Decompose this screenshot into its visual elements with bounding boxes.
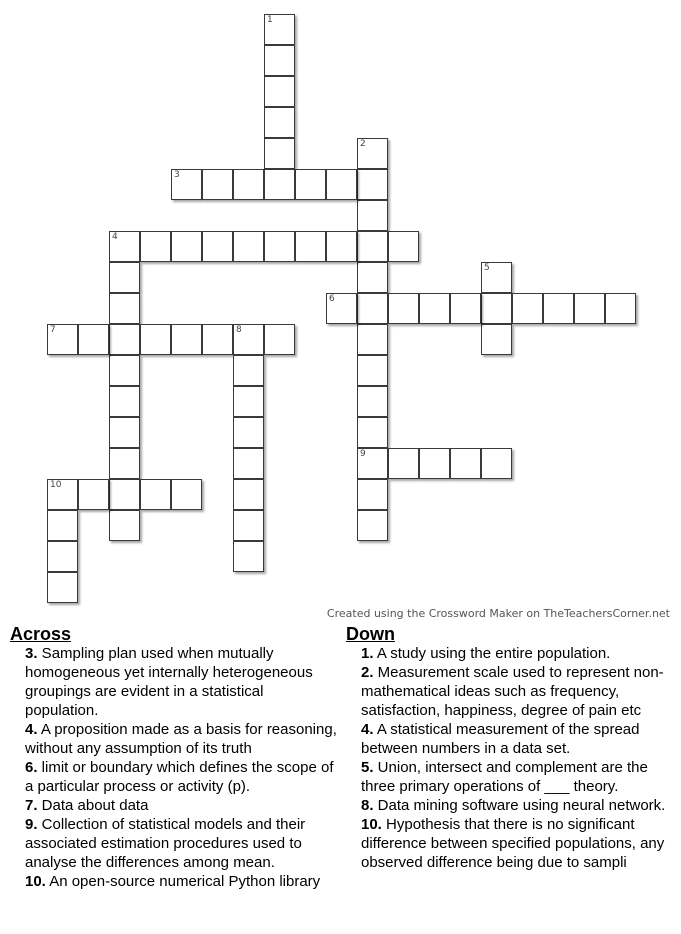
grid-cell[interactable] — [233, 448, 264, 479]
down-clues — [346, 624, 676, 872]
clue-text: limit or boundary which defines the scope of a particular process or activity (p). — [25, 759, 334, 795]
grid-cell[interactable] — [171, 169, 202, 200]
grid-cell[interactable] — [357, 355, 388, 386]
clue-number: 3. — [25, 645, 38, 662]
grid-cell[interactable] — [109, 231, 140, 262]
grid-cell[interactable] — [357, 138, 388, 169]
grid-cell[interactable] — [78, 324, 109, 355]
grid-cell[interactable] — [109, 293, 140, 324]
grid-cell[interactable] — [481, 448, 512, 479]
grid-cell[interactable] — [481, 293, 512, 324]
grid-cell[interactable] — [109, 355, 140, 386]
cell-number: 4 — [112, 232, 118, 242]
clue-text: Data about data — [37, 797, 149, 814]
grid-cell[interactable] — [202, 324, 233, 355]
grid-cell[interactable] — [109, 324, 140, 355]
clue-text: Hypothesis that there is no significant difference between specified populations, any observed difference being due to sampli — [361, 816, 665, 871]
grid-cell[interactable] — [233, 479, 264, 510]
grid-cell[interactable] — [357, 262, 388, 293]
grid-cell[interactable] — [264, 107, 295, 138]
grid-cell[interactable] — [109, 262, 140, 293]
grid-cell[interactable] — [47, 324, 78, 355]
grid-cell[interactable] — [388, 231, 419, 262]
grid-cell[interactable] — [605, 293, 636, 324]
cell-number: 10 — [50, 480, 62, 490]
clue-number: 2. — [361, 664, 374, 681]
grid-cell[interactable] — [295, 169, 326, 200]
grid-cell[interactable] — [47, 479, 78, 510]
clue-text: Collection of statistical models and their associated estimation procedures used to analyse the differences among mean. — [25, 816, 306, 871]
clue-text: Union, intersect and complement are the three primary operations of ___ theory. — [361, 759, 648, 795]
clue-text: Sampling plan used when mutually homogeneous yet internally heterogeneous groupings are evident in a statistical population. — [25, 645, 313, 719]
grid-cell[interactable] — [264, 76, 295, 107]
clue-number: 10. — [25, 873, 46, 890]
cell-number: 7 — [50, 325, 56, 335]
grid-cell[interactable] — [357, 448, 388, 479]
grid-cell[interactable] — [357, 324, 388, 355]
across-clue — [10, 872, 340, 891]
grid-cell[interactable] — [264, 14, 295, 45]
down-clue — [346, 644, 676, 663]
cell-number: 9 — [360, 449, 366, 459]
grid-cell[interactable] — [171, 324, 202, 355]
grid-cell[interactable] — [512, 293, 543, 324]
down-clue — [346, 663, 676, 720]
grid-cell[interactable] — [388, 448, 419, 479]
grid-cell[interactable] — [233, 231, 264, 262]
cell-number: 1 — [267, 15, 273, 25]
clue-number: 4. — [25, 721, 38, 738]
clue-text: A statistical measurement of the spread between numbers in a data set. — [361, 721, 640, 757]
grid-cell[interactable] — [326, 169, 357, 200]
clue-number: 9. — [25, 816, 38, 833]
across-clue — [10, 815, 340, 872]
grid-cell[interactable] — [47, 572, 78, 603]
clue-text: Measurement scale used to represent non-mathematical ideas such as frequency, satisfaction, happiness, degree of pain etc — [361, 664, 664, 719]
grid-cell[interactable] — [47, 541, 78, 572]
grid-cell[interactable] — [47, 510, 78, 541]
cell-number: 8 — [236, 325, 242, 335]
clue-text: An open-source numerical Python library — [45, 873, 321, 890]
grid-cell[interactable] — [357, 479, 388, 510]
grid-cell[interactable] — [326, 231, 357, 262]
down-heading: Down — [346, 624, 395, 644]
grid-cell[interactable] — [109, 448, 140, 479]
across-clue — [10, 720, 340, 758]
grid-cell[interactable] — [109, 479, 140, 510]
down-clue-list — [346, 644, 676, 872]
grid-cell[interactable] — [109, 417, 140, 448]
grid-cell[interactable] — [264, 138, 295, 169]
grid-cell[interactable] — [357, 200, 388, 231]
grid-cell[interactable] — [233, 324, 264, 355]
down-clue — [346, 758, 676, 796]
grid-cell[interactable] — [233, 541, 264, 572]
grid-cell[interactable] — [264, 231, 295, 262]
down-clue — [346, 720, 676, 758]
clue-number: 1. — [361, 645, 374, 662]
cell-number: 3 — [174, 170, 180, 180]
grid-cell[interactable] — [357, 417, 388, 448]
grid-cell[interactable] — [326, 293, 357, 324]
grid-cell[interactable] — [357, 169, 388, 200]
across-clues — [10, 624, 340, 891]
grid-cell[interactable] — [481, 324, 512, 355]
cell-number: 5 — [484, 263, 490, 273]
grid-cell[interactable] — [543, 293, 574, 324]
across-clue — [10, 758, 340, 796]
grid-cell[interactable] — [233, 510, 264, 541]
grid-cell[interactable] — [264, 169, 295, 200]
down-clue — [346, 796, 676, 815]
grid-cell[interactable] — [233, 417, 264, 448]
clue-number: 8. — [361, 797, 374, 814]
grid-cell[interactable] — [264, 324, 295, 355]
credit-text: Created using the Crossword Maker on TheTeachersCorner.net — [326, 607, 670, 620]
clue-text: Data mining software using neural network. — [373, 797, 666, 814]
across-heading: Across — [10, 624, 72, 644]
grid-cell[interactable] — [574, 293, 605, 324]
grid-cell[interactable] — [78, 479, 109, 510]
grid-cell[interactable] — [140, 324, 171, 355]
clue-number: 6. — [25, 759, 38, 776]
cell-number: 2 — [360, 139, 366, 149]
grid-cell[interactable] — [233, 355, 264, 386]
clue-text: A study using the entire population. — [373, 645, 611, 662]
grid-cell[interactable] — [357, 386, 388, 417]
grid-cell[interactable] — [357, 510, 388, 541]
grid-cell[interactable] — [171, 231, 202, 262]
grid-cell[interactable] — [140, 479, 171, 510]
grid-cell[interactable] — [233, 386, 264, 417]
clue-number: 7. — [25, 797, 38, 814]
clue-number: 10. — [361, 816, 382, 833]
grid-cell[interactable] — [481, 262, 512, 293]
grid-cell[interactable] — [388, 293, 419, 324]
grid-cell[interactable] — [419, 293, 450, 324]
clue-text: A proposition made as a basis for reasoning, without any assumption of its truth — [25, 721, 337, 757]
grid-cell[interactable] — [233, 169, 264, 200]
grid-cell[interactable] — [264, 45, 295, 76]
grid-cell[interactable] — [171, 479, 202, 510]
cell-number: 6 — [329, 294, 335, 304]
across-clue — [10, 796, 340, 815]
grid-cell[interactable] — [202, 169, 233, 200]
grid-cell[interactable] — [202, 231, 233, 262]
grid-cell[interactable] — [109, 386, 140, 417]
clue-number: 4. — [361, 721, 374, 738]
grid-cell[interactable] — [450, 448, 481, 479]
clue-number: 5. — [361, 759, 374, 776]
across-clue-list — [10, 644, 340, 891]
across-clue — [10, 644, 340, 720]
grid-cell[interactable] — [450, 293, 481, 324]
down-clue — [346, 815, 676, 872]
grid-cell[interactable] — [109, 510, 140, 541]
grid-cell[interactable] — [357, 231, 388, 262]
grid-cell[interactable] — [140, 231, 171, 262]
grid-cell[interactable] — [357, 293, 388, 324]
grid-cell[interactable] — [295, 231, 326, 262]
grid-cell[interactable] — [419, 448, 450, 479]
